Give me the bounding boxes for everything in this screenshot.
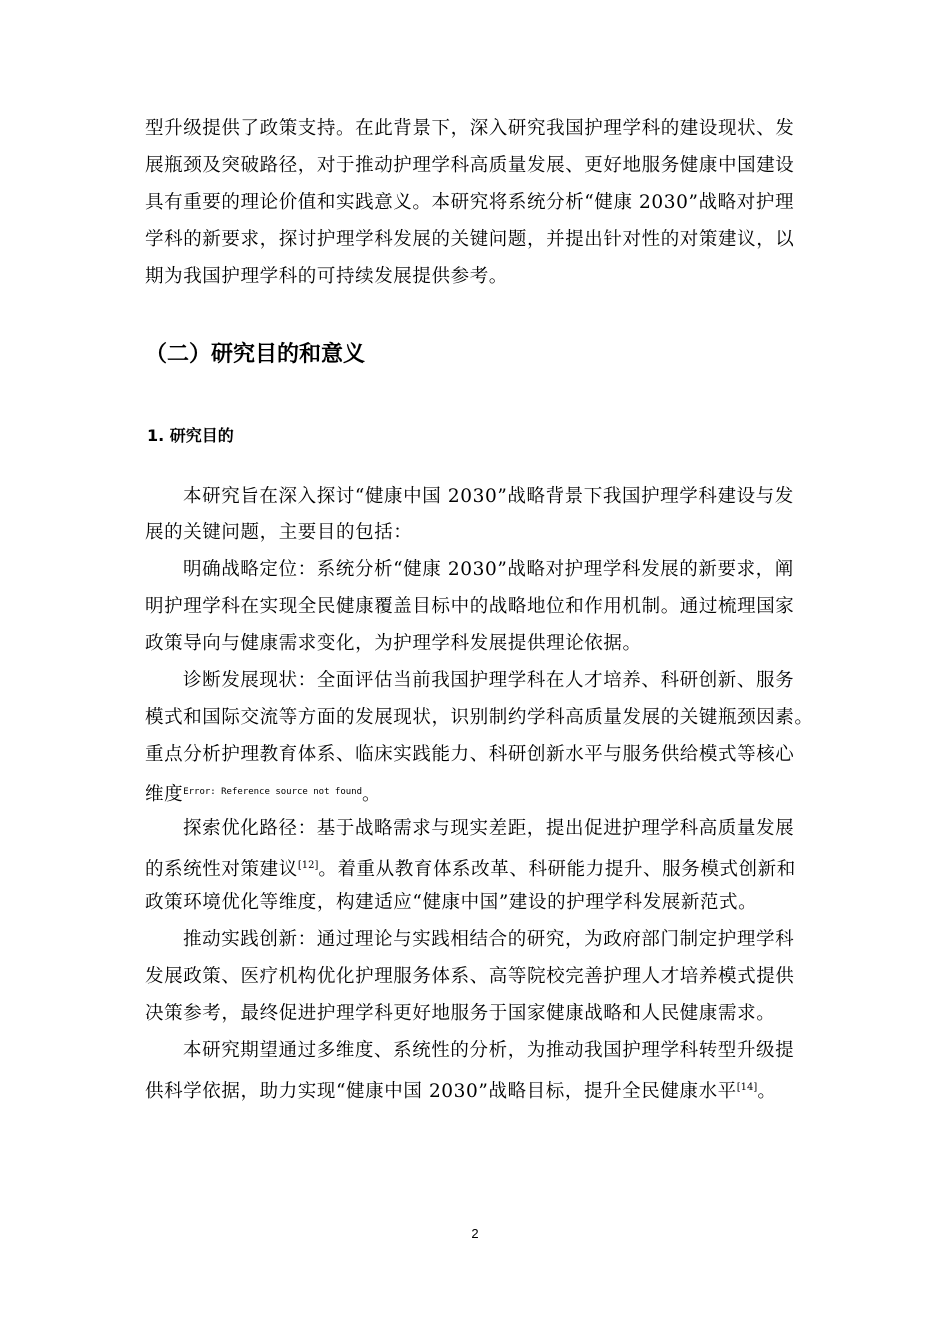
paragraph-line: 明护理学科在实现全民健康覆盖目标中的战略地位和作用机制。通过梳理国家 — [145, 596, 795, 617]
paragraph-text: 。 — [757, 1081, 777, 1102]
paragraph-text: 。着重从教育体系改革、科研能力提升、服务模式创新和 — [318, 859, 796, 880]
paragraph-line: 模式和国际交流等方面的发展现状，识别制约学科高质量发展的关键瓶颈因素。 — [145, 707, 814, 728]
page-number: 2 — [471, 1226, 479, 1241]
citation-ref: [12] — [297, 860, 319, 871]
paragraph-line: 展的关键问题，主要目的包括： — [145, 522, 413, 543]
paragraph-line: 本研究期望通过多维度、系统性的分析，为推动我国护理学科转型升级提 — [183, 1040, 795, 1061]
paragraph-line: 期为我国护理学科的可持续发展提供参考。 — [145, 266, 508, 287]
paragraph-line: 政策导向与健康需求变化，为护理学科发展提供理论依据。 — [145, 633, 642, 654]
section-heading: （二）研究目的和意义 — [145, 342, 366, 367]
paragraph-line: 展瓶颈及突破路径，对于推动护理学科高质量发展、更好地服务健康中国建设 — [145, 155, 795, 176]
citation-ref: [14] — [736, 1082, 758, 1093]
paragraph-line — [145, 1076, 776, 1104]
paragraph-line: 发展政策、医疗机构优化护理服务体系、高等院校完善护理人才培养模式提供 — [145, 966, 795, 987]
paragraph-text: 供科学依据，助力实现“健康中国 2030”战略目标，提升全民健康水平 — [145, 1081, 737, 1102]
paragraph-line: 探索优化路径：基于战略需求与现实差距，提出促进护理学科高质量发展 — [183, 818, 795, 839]
paragraph-line: 诊断发展现状：全面评估当前我国护理学科在人才培养、科研创新、服务 — [183, 670, 795, 691]
paragraph-text: 的系统性对策建议 — [145, 859, 298, 880]
paragraph-line: 推动实践创新：通过理论与实践相结合的研究，为政府部门制定护理学科 — [183, 929, 795, 950]
paragraph-line: 本研究旨在深入探讨“健康中国 2030”战略背景下我国护理学科建设与发 — [183, 486, 794, 507]
paragraph-line: 决策参考，最终促进护理学科更好地服务于国家健康战略和人民健康需求。 — [145, 1003, 776, 1024]
reference-error: Error: Reference source not found — [183, 787, 363, 797]
paragraph-line — [145, 780, 381, 807]
paragraph-text: 维度 — [145, 784, 184, 805]
paragraph-line: 重点分析护理教育体系、临床实践能力、科研创新水平与服务供给模式等核心 — [145, 744, 795, 765]
paragraph-line: 型升级提供了政策支持。在此背景下，深入研究我国护理学科的建设现状、发 — [145, 118, 795, 139]
paragraph-line: 学科的新要求，探讨护理学科发展的关键问题，并提出针对性的对策建议，以 — [145, 229, 795, 250]
paragraph-text: 。 — [362, 784, 382, 805]
subsection-heading: 1. 研究目的 — [147, 426, 234, 445]
paragraph-line: 明确战略定位：系统分析“健康 2030”战略对护理学科发展的新要求，阐 — [183, 559, 794, 580]
paragraph-line: 政策环境优化等维度，构建适应“健康中国”建设的护理学科发展新范式。 — [145, 892, 758, 913]
paragraph-line: 具有重要的理论价值和实践意义。本研究将系统分析“健康 2030”战略对护理 — [145, 192, 795, 213]
paragraph-line — [145, 854, 796, 882]
